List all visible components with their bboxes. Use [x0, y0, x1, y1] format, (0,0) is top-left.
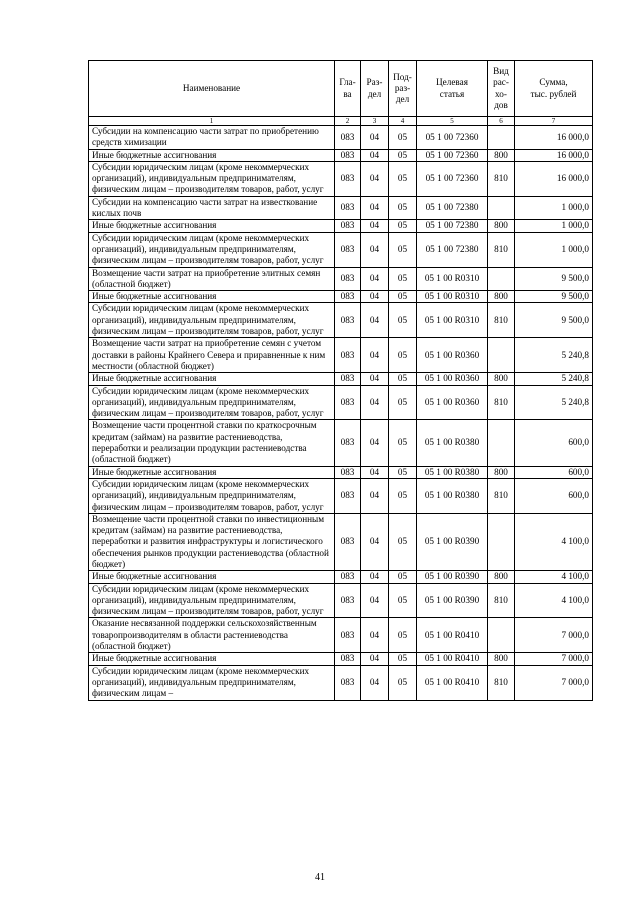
table-row — [89, 291, 593, 303]
row-name: Иные бюджетные ассигнования — [89, 571, 335, 583]
row-sum: 600,0 — [515, 420, 593, 466]
table-row — [89, 373, 593, 385]
row-name: Иные бюджетные ассигнования — [89, 466, 335, 478]
row-name: Иные бюджетные ассигнования — [89, 149, 335, 161]
row-sum: 4 100,0 — [515, 513, 593, 570]
row-sum: 5 240,8 — [515, 373, 593, 385]
header-sum: Сумма, тыс. рублей — [515, 61, 593, 117]
table-row — [89, 232, 593, 267]
row-expense-type — [488, 338, 515, 373]
row-podrazdel: 05 — [389, 220, 417, 232]
row-podrazdel: 05 — [389, 653, 417, 665]
column-number-row — [89, 117, 593, 126]
row-expense-type: 800 — [488, 373, 515, 385]
table-row — [89, 618, 593, 653]
column-number: 6 — [488, 117, 515, 126]
header-row — [89, 61, 593, 117]
table-row — [89, 267, 593, 291]
row-expense-type: 810 — [488, 303, 515, 338]
row-razdel: 04 — [361, 478, 389, 513]
row-name: Возмещение части процентной ставки по инвестиционным кредитам (займам) на развитие растениеводства, переработки и развития инфраструктуры и логистического обеспечения рынков продукции растениеводства (областной бюджет) — [89, 513, 335, 570]
table-row — [89, 583, 593, 618]
row-sum: 7 000,0 — [515, 665, 593, 700]
row-podrazdel: 05 — [389, 161, 417, 196]
row-razdel: 04 — [361, 653, 389, 665]
row-glava: 083 — [335, 220, 361, 232]
table-row — [89, 466, 593, 478]
row-name: Субсидии юридическим лицам (кроме некоммерческих организаций), индивидуальным предпринимателям, физическим лицам – производителям товаров, работ, услуг — [89, 385, 335, 420]
row-name: Субсидии юридическим лицам (кроме некоммерческих организаций), индивидуальным предпринимателям, физическим лицам – производителям товаров, работ, услуг — [89, 303, 335, 338]
row-expense-type — [488, 513, 515, 570]
table-row — [89, 220, 593, 232]
row-target-article: 05 1 00 R0360 — [417, 385, 488, 420]
row-razdel: 04 — [361, 571, 389, 583]
row-glava: 083 — [335, 267, 361, 291]
row-podrazdel: 05 — [389, 232, 417, 267]
row-sum: 16 000,0 — [515, 161, 593, 196]
table-row — [89, 665, 593, 700]
column-number: 3 — [361, 117, 389, 126]
row-podrazdel: 05 — [389, 583, 417, 618]
row-razdel: 04 — [361, 618, 389, 653]
table-row — [89, 196, 593, 220]
header-glava: Гла- ва — [335, 61, 361, 117]
row-razdel: 04 — [361, 373, 389, 385]
header-razdel: Раз- дел — [361, 61, 389, 117]
table-row — [89, 303, 593, 338]
row-expense-type: 800 — [488, 571, 515, 583]
row-target-article: 05 1 00 R0390 — [417, 583, 488, 618]
row-razdel: 04 — [361, 466, 389, 478]
row-glava: 083 — [335, 161, 361, 196]
row-sum: 1 000,0 — [515, 220, 593, 232]
row-sum: 9 500,0 — [515, 267, 593, 291]
row-name: Иные бюджетные ассигнования — [89, 373, 335, 385]
row-sum: 4 100,0 — [515, 583, 593, 618]
row-expense-type: 800 — [488, 466, 515, 478]
row-sum: 9 500,0 — [515, 291, 593, 303]
row-razdel: 04 — [361, 420, 389, 466]
row-glava: 083 — [335, 303, 361, 338]
row-expense-type: 810 — [488, 583, 515, 618]
row-target-article: 05 1 00 R0390 — [417, 571, 488, 583]
row-expense-type: 800 — [488, 291, 515, 303]
row-expense-type: 800 — [488, 653, 515, 665]
table-row — [89, 513, 593, 570]
row-name: Возмещение части затрат на приобретение семян с учетом доставки в районы Крайнего Севера и приравненные к ним местности (областной бюджет) — [89, 338, 335, 373]
row-razdel: 04 — [361, 583, 389, 618]
row-razdel: 04 — [361, 291, 389, 303]
row-razdel: 04 — [361, 338, 389, 373]
row-sum: 1 000,0 — [515, 196, 593, 220]
row-expense-type: 810 — [488, 385, 515, 420]
row-podrazdel: 05 — [389, 196, 417, 220]
row-podrazdel: 05 — [389, 303, 417, 338]
row-expense-type — [488, 618, 515, 653]
header-expense-type: Вид рас- хо- дов — [488, 61, 515, 117]
row-glava: 083 — [335, 583, 361, 618]
row-podrazdel: 05 — [389, 466, 417, 478]
row-expense-type — [488, 267, 515, 291]
row-name: Субсидии юридическим лицам (кроме некоммерческих организаций), индивидуальным предпринимателям, физическим лицам – производителям товаров, работ, услуг — [89, 478, 335, 513]
row-target-article: 05 1 00 R0390 — [417, 513, 488, 570]
header-name: Наименование — [89, 61, 335, 117]
row-glava: 083 — [335, 126, 361, 150]
row-expense-type — [488, 126, 515, 150]
row-podrazdel: 05 — [389, 385, 417, 420]
row-name: Возмещение части затрат на приобретение элитных семян (областной бюджет) — [89, 267, 335, 291]
row-glava: 083 — [335, 466, 361, 478]
row-glava: 083 — [335, 196, 361, 220]
column-number: 5 — [417, 117, 488, 126]
row-name: Субсидии на компенсацию части затрат по приобретению средств химизации — [89, 126, 335, 150]
row-target-article: 05 1 00 R0380 — [417, 478, 488, 513]
row-sum: 16 000,0 — [515, 126, 593, 150]
row-expense-type: 800 — [488, 220, 515, 232]
row-podrazdel: 05 — [389, 149, 417, 161]
row-sum: 5 240,8 — [515, 338, 593, 373]
row-name: Субсидии юридическим лицам (кроме некоммерческих организаций), индивидуальным предпринимателям, физическим лицам – — [89, 665, 335, 700]
row-razdel: 04 — [361, 196, 389, 220]
row-name: Субсидии юридическим лицам (кроме некоммерческих организаций), индивидуальным предпринимателям, физическим лицам – производителям товаров, работ, услуг — [89, 161, 335, 196]
row-target-article: 05 1 00 R0380 — [417, 420, 488, 466]
row-expense-type: 810 — [488, 232, 515, 267]
row-name: Оказание несвязанной поддержки сельскохозяйственным товаропроизводителям в области растениеводства (областной бюджет) — [89, 618, 335, 653]
row-glava: 083 — [335, 373, 361, 385]
table-row — [89, 571, 593, 583]
row-sum: 16 000,0 — [515, 149, 593, 161]
row-target-article: 05 1 00 R0310 — [417, 291, 488, 303]
row-sum: 7 000,0 — [515, 653, 593, 665]
row-razdel: 04 — [361, 232, 389, 267]
row-target-article: 05 1 00 72360 — [417, 149, 488, 161]
table-row — [89, 478, 593, 513]
row-target-article: 05 1 00 R0360 — [417, 373, 488, 385]
row-podrazdel: 05 — [389, 618, 417, 653]
row-expense-type — [488, 420, 515, 466]
row-expense-type: 810 — [488, 665, 515, 700]
table-row — [89, 126, 593, 150]
header-target-article: Целевая статья — [417, 61, 488, 117]
row-sum: 600,0 — [515, 478, 593, 513]
row-target-article: 05 1 00 72380 — [417, 220, 488, 232]
column-number: 7 — [515, 117, 593, 126]
page-number: 41 — [315, 872, 325, 883]
row-name: Возмещение части процентной ставки по краткосрочным кредитам (займам) на развитие растениеводства, переработки и реализации продукции растениеводства (областной бюджет) — [89, 420, 335, 466]
row-expense-type: 810 — [488, 478, 515, 513]
row-razdel: 04 — [361, 665, 389, 700]
row-razdel: 04 — [361, 149, 389, 161]
row-target-article: 05 1 00 R0380 — [417, 466, 488, 478]
row-razdel: 04 — [361, 126, 389, 150]
column-number: 2 — [335, 117, 361, 126]
row-podrazdel: 05 — [389, 373, 417, 385]
row-name: Иные бюджетные ассигнования — [89, 291, 335, 303]
column-number: 4 — [389, 117, 417, 126]
row-expense-type: 810 — [488, 161, 515, 196]
row-glava: 083 — [335, 385, 361, 420]
row-podrazdel: 05 — [389, 665, 417, 700]
row-target-article: 05 1 00 R0310 — [417, 267, 488, 291]
row-sum: 9 500,0 — [515, 303, 593, 338]
row-glava: 083 — [335, 571, 361, 583]
row-podrazdel: 05 — [389, 478, 417, 513]
row-podrazdel: 05 — [389, 338, 417, 373]
row-sum: 4 100,0 — [515, 571, 593, 583]
row-glava: 083 — [335, 420, 361, 466]
row-name: Иные бюджетные ассигнования — [89, 653, 335, 665]
header-podrazdel: Под- раз- дел — [389, 61, 417, 117]
row-razdel: 04 — [361, 220, 389, 232]
row-glava: 083 — [335, 149, 361, 161]
row-glava: 083 — [335, 513, 361, 570]
row-sum: 5 240,8 — [515, 385, 593, 420]
row-target-article: 05 1 00 R0360 — [417, 338, 488, 373]
row-podrazdel: 05 — [389, 291, 417, 303]
row-target-article: 05 1 00 R0410 — [417, 653, 488, 665]
row-target-article: 05 1 00 72360 — [417, 161, 488, 196]
row-glava: 083 — [335, 618, 361, 653]
row-name: Иные бюджетные ассигнования — [89, 220, 335, 232]
column-number: 1 — [89, 117, 335, 126]
row-target-article: 05 1 00 72380 — [417, 232, 488, 267]
table-row — [89, 420, 593, 466]
row-target-article: 05 1 00 R0410 — [417, 618, 488, 653]
row-razdel: 04 — [361, 267, 389, 291]
row-podrazdel: 05 — [389, 267, 417, 291]
budget-table — [88, 60, 593, 701]
row-target-article: 05 1 00 72380 — [417, 196, 488, 220]
row-target-article: 05 1 00 R0310 — [417, 303, 488, 338]
row-glava: 083 — [335, 478, 361, 513]
row-name: Субсидии юридическим лицам (кроме некоммерческих организаций), индивидуальным предпринимателям, физическим лицам – производителям товаров, работ, услуг — [89, 232, 335, 267]
row-glava: 083 — [335, 338, 361, 373]
row-podrazdel: 05 — [389, 571, 417, 583]
row-name: Субсидии юридическим лицам (кроме некоммерческих организаций), индивидуальным предпринимателям, физическим лицам – производителям товаров, работ, услуг — [89, 583, 335, 618]
row-glava: 083 — [335, 653, 361, 665]
table-row — [89, 149, 593, 161]
row-expense-type — [488, 196, 515, 220]
table-row — [89, 385, 593, 420]
row-name: Субсидии на компенсацию части затрат на известкование кислых почв — [89, 196, 335, 220]
row-podrazdel: 05 — [389, 420, 417, 466]
row-razdel: 04 — [361, 161, 389, 196]
row-razdel: 04 — [361, 513, 389, 570]
row-target-article: 05 1 00 R0410 — [417, 665, 488, 700]
row-glava: 083 — [335, 232, 361, 267]
row-expense-type: 800 — [488, 149, 515, 161]
row-razdel: 04 — [361, 385, 389, 420]
row-glava: 083 — [335, 665, 361, 700]
table-body — [89, 126, 593, 701]
row-sum: 1 000,0 — [515, 232, 593, 267]
row-glava: 083 — [335, 291, 361, 303]
row-podrazdel: 05 — [389, 513, 417, 570]
table-row — [89, 338, 593, 373]
table-row — [89, 161, 593, 196]
row-podrazdel: 05 — [389, 126, 417, 150]
row-sum: 7 000,0 — [515, 618, 593, 653]
row-razdel: 04 — [361, 303, 389, 338]
row-sum: 600,0 — [515, 466, 593, 478]
table-row — [89, 653, 593, 665]
row-target-article: 05 1 00 72360 — [417, 126, 488, 150]
